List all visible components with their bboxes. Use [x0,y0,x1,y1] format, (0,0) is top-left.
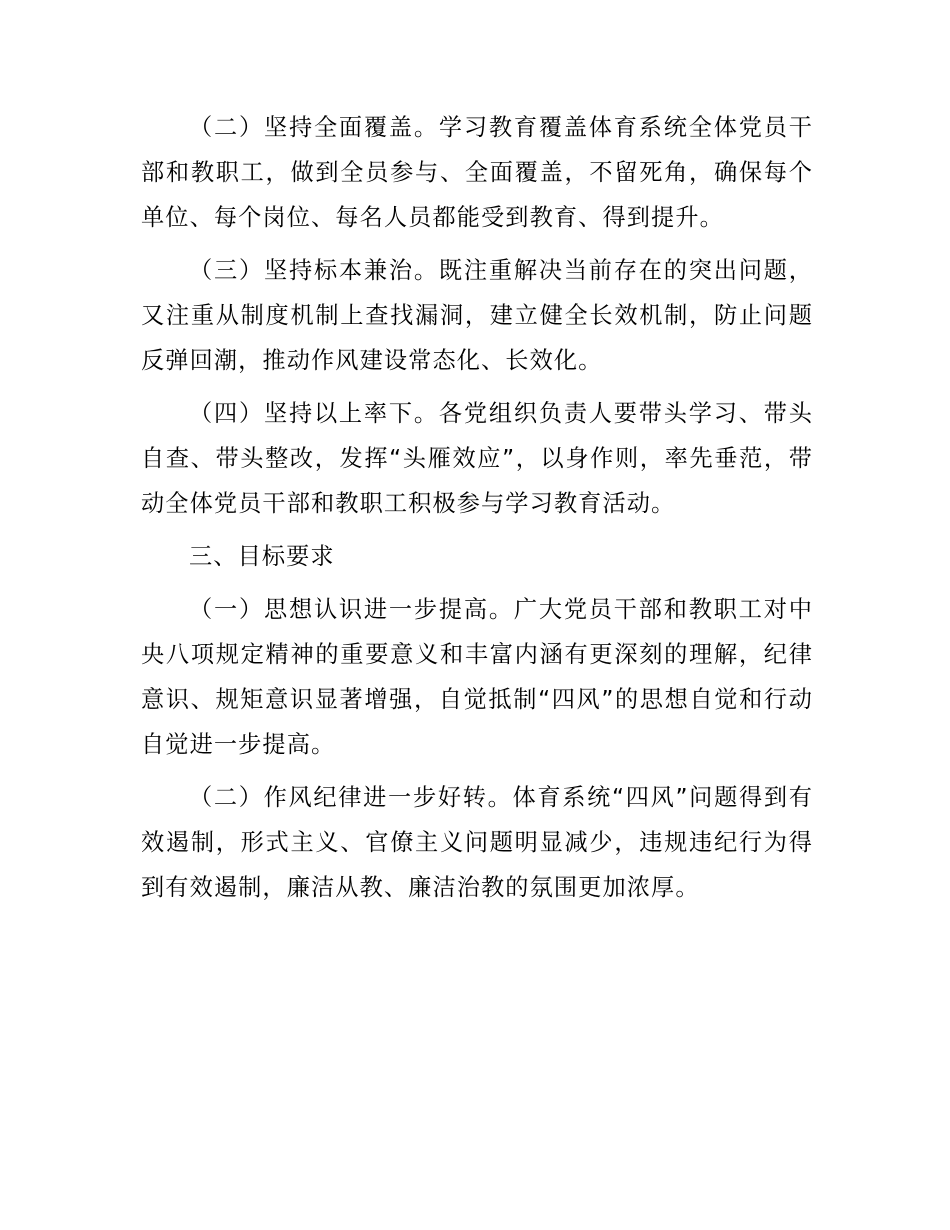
paragraph-goal-discipline: （二）作风纪律进一步好转。体育系统“四风”问题得到有效遏制，形式主义、官僚主义问题明显减少，违规违纪行为得到有效遏制，廉洁从教、廉洁治教的氛围更加浓厚。 [141,784,813,901]
section-heading-goals: 三、目标要求 [189,543,335,570]
paragraph-lead-by-example: （四）坚持以上率下。各党组织负责人要带头学习、带头自查、带头整改，发挥“头雁效应”，以身作则，率先垂范，带动全体党员干部和教职工积极参与学习教育活动。 [141,400,813,517]
document-body [141,105,813,918]
paragraph-goal-awareness: （一）思想认识进一步提高。广大党员干部和教职工对中央八项规定精神的重要意义和丰富内涵有更深刻的理解，纪律意识、规矩意识显著增强，自觉抵制“四风”的思想自觉和行动自觉进一步提高。 [141,596,813,758]
paragraph-root-and-symptom: （三）坚持标本兼治。既注重解决当前存在的突出问题，又注重从制度机制上查找漏洞，建立健全长效机制，防止问题反弹回潮，推动作风建设常态化、长效化。 [141,257,813,374]
paragraph-comprehensive-coverage: （二）坚持全面覆盖。学习教育覆盖体育系统全体党员干部和教职工，做到全员参与、全面覆盖，不留死角，确保每个单位、每个岗位、每名人员都能受到教育、得到提升。 [141,114,813,231]
